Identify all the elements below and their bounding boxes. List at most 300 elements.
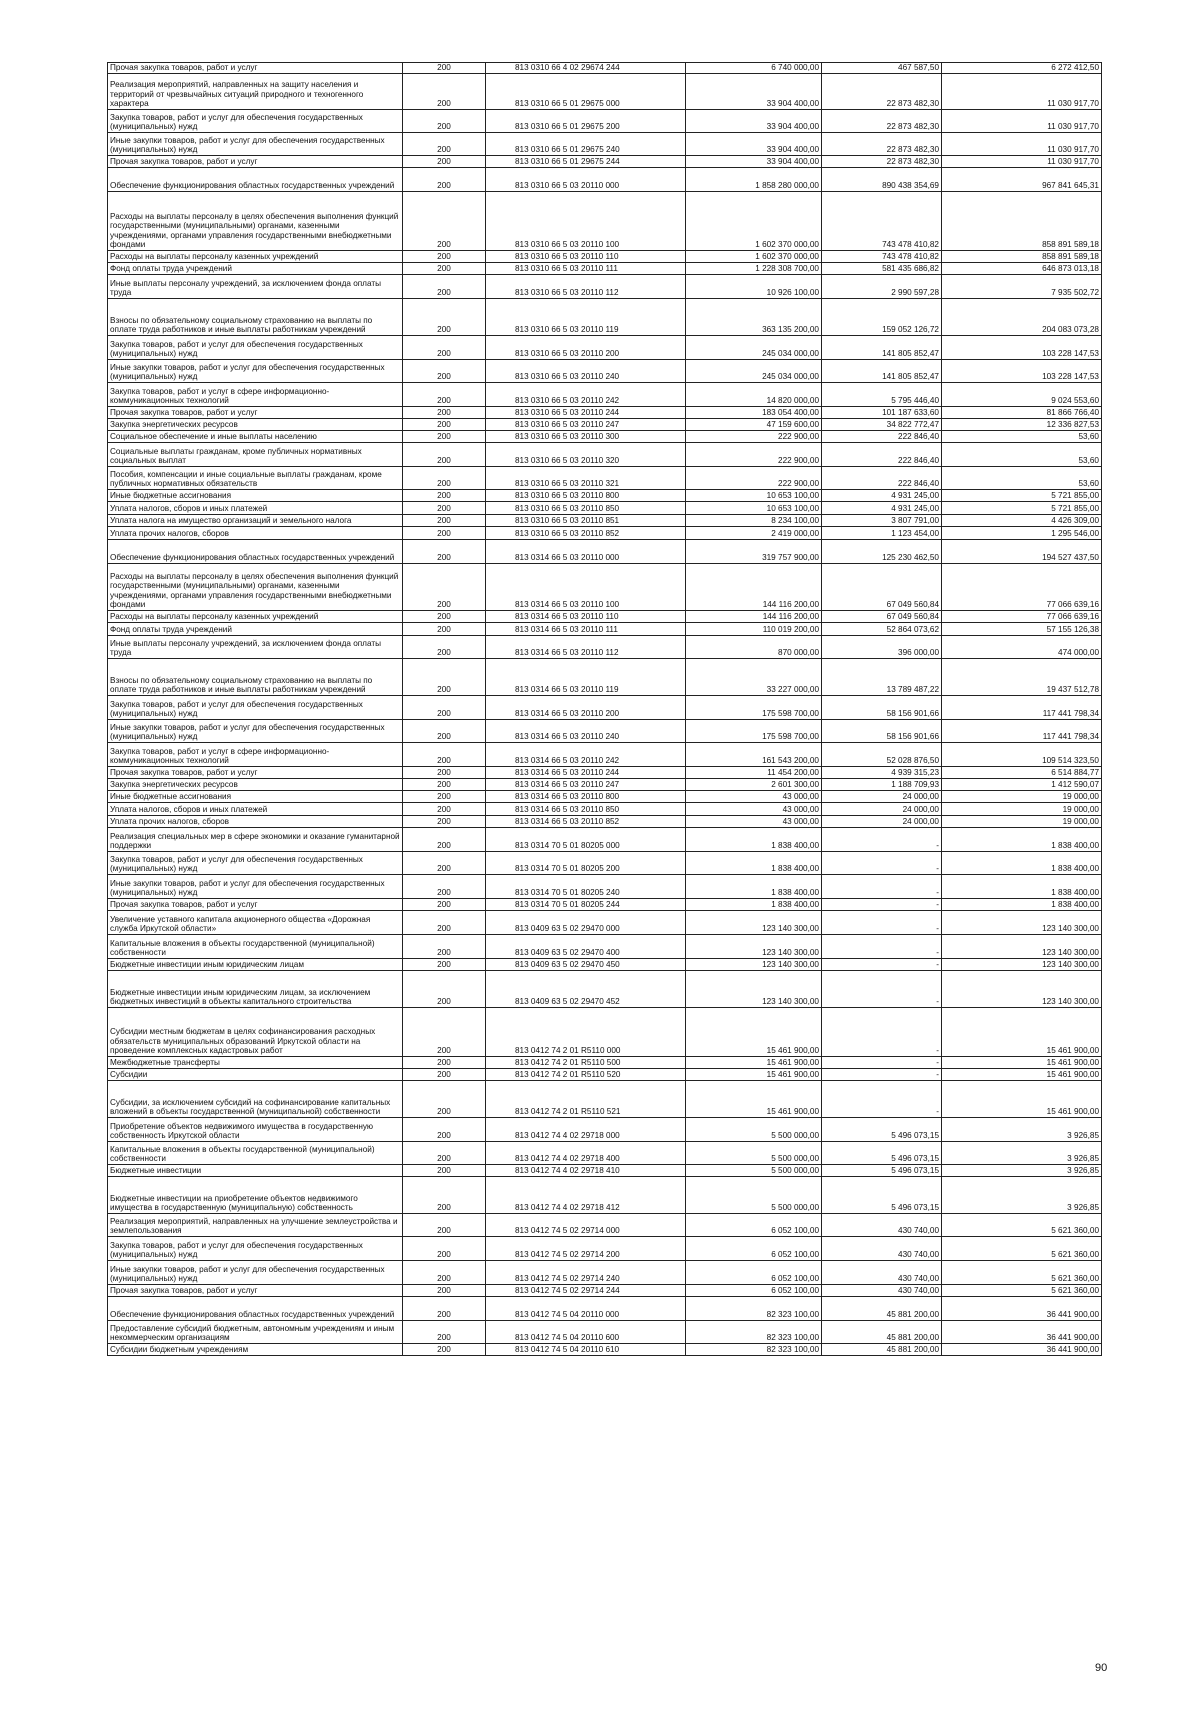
row-name: Реализация мероприятий, направленных на улучшение землеустройства и землепользования	[108, 1214, 403, 1237]
row-code: 200	[403, 971, 486, 1008]
row-approved-amount: 82 323 100,00	[686, 1297, 822, 1321]
table-row	[108, 133, 1102, 156]
row-executed-amount: 58 156 901,66	[822, 720, 942, 743]
row-kbk-code: 813 0412 74 2 01 R5110 500	[486, 1057, 686, 1069]
row-kbk-code: 813 0310 66 5 03 20110 200	[486, 336, 686, 360]
row-executed-amount: 24 000,00	[822, 816, 942, 828]
row-kbk-code: 813 0314 66 5 03 20110 852	[486, 816, 686, 828]
table-row	[108, 1081, 1102, 1118]
row-name: Закупка товаров, работ и услуг для обеспечения государственных (муниципальных) нужд	[108, 696, 403, 720]
row-kbk-code: 813 0314 66 5 03 20110 244	[486, 767, 686, 779]
row-approved-amount: 33 904 400,00	[686, 133, 822, 156]
table-row	[108, 1118, 1102, 1142]
row-approved-amount: 43 000,00	[686, 803, 822, 816]
row-approved-amount: 5 500 000,00	[686, 1142, 822, 1165]
row-kbk-code: 813 0310 66 4 02 29674 244	[486, 63, 686, 74]
table-row	[108, 419, 1102, 431]
row-approved-amount: 222 900,00	[686, 431, 822, 443]
row-code: 200	[403, 336, 486, 360]
table-row	[108, 1261, 1102, 1285]
row-unexecuted-amount: 36 441 900,00	[942, 1321, 1102, 1344]
row-code: 200	[403, 515, 486, 527]
row-name: Расходы на выплаты персоналу в целях обеспечения выполнения функций государственными (муниципальными) органами, казенными учреждениями, органами управления государственными внебюджетными фондами	[108, 192, 403, 251]
row-unexecuted-amount: 5 621 360,00	[942, 1285, 1102, 1297]
row-code: 200	[403, 467, 486, 490]
table-row	[108, 971, 1102, 1008]
row-kbk-code: 813 0310 66 5 03 20110 320	[486, 443, 686, 467]
row-code: 200	[403, 899, 486, 911]
row-approved-amount: 6 052 100,00	[686, 1237, 822, 1261]
table-row	[108, 527, 1102, 540]
row-approved-amount: 144 116 200,00	[686, 564, 822, 611]
row-name: Субсидии бюджетным учреждениям	[108, 1344, 403, 1356]
row-name: Обеспечение функционирования областных государственных учреждений	[108, 168, 403, 192]
row-kbk-code: 813 0314 70 5 01 80205 240	[486, 875, 686, 899]
row-executed-amount: -	[822, 911, 942, 935]
row-executed-amount: 22 873 482,30	[822, 74, 942, 110]
row-code: 200	[403, 275, 486, 299]
row-executed-amount: 13 789 487,22	[822, 659, 942, 696]
row-executed-amount: 141 805 852,47	[822, 360, 942, 383]
table-row	[108, 275, 1102, 299]
table-row	[108, 263, 1102, 275]
row-kbk-code: 813 0310 66 5 03 20110 242	[486, 383, 686, 407]
row-code: 200	[403, 911, 486, 935]
row-unexecuted-amount: 5 621 360,00	[942, 1214, 1102, 1237]
row-code: 200	[403, 263, 486, 275]
row-name: Взносы по обязательному социальному страхованию на выплаты по оплате труда работников и иные выплаты работникам учреждений	[108, 659, 403, 696]
table-row	[108, 875, 1102, 899]
row-executed-amount: 5 496 073,15	[822, 1177, 942, 1214]
row-executed-amount: -	[822, 971, 942, 1008]
row-executed-amount: 430 740,00	[822, 1214, 942, 1237]
row-name: Капитальные вложения в объекты государственной (муниципальной) собственности	[108, 935, 403, 959]
row-executed-amount: 467 587,50	[822, 63, 942, 74]
row-kbk-code: 813 0314 66 5 03 20110 240	[486, 720, 686, 743]
row-kbk-code: 813 0310 66 5 03 20110 112	[486, 275, 686, 299]
row-approved-amount: 6 052 100,00	[686, 1261, 822, 1285]
row-approved-amount: 110 019 200,00	[686, 623, 822, 636]
row-executed-amount: 4 939 315,23	[822, 767, 942, 779]
row-code: 200	[403, 1069, 486, 1081]
row-code: 200	[403, 540, 486, 564]
row-code: 200	[403, 63, 486, 74]
row-name: Приобретение объектов недвижимого имущества в государственную собственность Иркутской области	[108, 1118, 403, 1142]
row-executed-amount: 2 990 597,28	[822, 275, 942, 299]
table-row	[108, 803, 1102, 816]
row-code: 200	[403, 803, 486, 816]
row-approved-amount: 123 140 300,00	[686, 959, 822, 971]
row-executed-amount: 22 873 482,30	[822, 156, 942, 168]
row-name: Иные закупки товаров, работ и услуг для обеспечения государственных (муниципальных) нужд	[108, 720, 403, 743]
row-name: Иные закупки товаров, работ и услуг для обеспечения государственных (муниципальных) нужд	[108, 360, 403, 383]
row-unexecuted-amount: 15 461 900,00	[942, 1008, 1102, 1057]
row-kbk-code: 813 0412 74 5 02 29714 244	[486, 1285, 686, 1297]
row-unexecuted-amount: 77 066 639,16	[942, 564, 1102, 611]
table-row	[108, 502, 1102, 515]
row-name: Прочая закупка товаров, работ и услуг	[108, 407, 403, 419]
row-unexecuted-amount: 19 000,00	[942, 791, 1102, 803]
row-name: Уплата налога на имущество организаций и земельного налога	[108, 515, 403, 527]
row-name: Закупка товаров, работ и услуг в сфере информационно-коммуникационных технологий	[108, 743, 403, 767]
row-code: 200	[403, 1118, 486, 1142]
row-executed-amount: 52 864 073,62	[822, 623, 942, 636]
table-row	[108, 852, 1102, 875]
row-kbk-code: 813 0412 74 4 02 29718 412	[486, 1177, 686, 1214]
row-approved-amount: 245 034 000,00	[686, 336, 822, 360]
table-row	[108, 959, 1102, 971]
row-executed-amount: 58 156 901,66	[822, 696, 942, 720]
table-row	[108, 1285, 1102, 1297]
row-executed-amount: -	[822, 1008, 942, 1057]
table-row	[108, 1237, 1102, 1261]
row-name: Закупка товаров, работ и услуг для обеспечения государственных (муниципальных) нужд	[108, 336, 403, 360]
table-row	[108, 1057, 1102, 1069]
row-unexecuted-amount: 1 412 590,07	[942, 779, 1102, 791]
table-row	[108, 490, 1102, 502]
row-unexecuted-amount: 11 030 917,70	[942, 74, 1102, 110]
row-executed-amount: 52 028 876,50	[822, 743, 942, 767]
row-executed-amount: -	[822, 1081, 942, 1118]
table-row	[108, 1297, 1102, 1321]
row-code: 200	[403, 852, 486, 875]
row-approved-amount: 33 904 400,00	[686, 156, 822, 168]
row-code: 200	[403, 743, 486, 767]
row-kbk-code: 813 0314 66 5 03 20110 800	[486, 791, 686, 803]
row-approved-amount: 1 838 400,00	[686, 875, 822, 899]
table-row	[108, 431, 1102, 443]
row-executed-amount: -	[822, 899, 942, 911]
row-approved-amount: 123 140 300,00	[686, 911, 822, 935]
row-code: 200	[403, 251, 486, 263]
row-code: 200	[403, 959, 486, 971]
row-kbk-code: 813 0310 66 5 03 20110 244	[486, 407, 686, 419]
row-executed-amount: 222 846,40	[822, 431, 942, 443]
row-name: Социальные выплаты гражданам, кроме публичных нормативных социальных выплат	[108, 443, 403, 467]
row-executed-amount: 4 931 245,00	[822, 490, 942, 502]
row-approved-amount: 15 461 900,00	[686, 1081, 822, 1118]
row-unexecuted-amount: 1 295 546,00	[942, 527, 1102, 540]
row-unexecuted-amount: 6 514 884,77	[942, 767, 1102, 779]
row-unexecuted-amount: 474 000,00	[942, 636, 1102, 659]
row-executed-amount: 141 805 852,47	[822, 336, 942, 360]
table-row	[108, 1165, 1102, 1177]
row-unexecuted-amount: 19 437 512,78	[942, 659, 1102, 696]
row-unexecuted-amount: 3 926,85	[942, 1165, 1102, 1177]
table-row	[108, 696, 1102, 720]
row-unexecuted-amount: 858 891 589,18	[942, 192, 1102, 251]
row-name: Иные выплаты персоналу учреждений, за исключением фонда оплаты труда	[108, 275, 403, 299]
row-approved-amount: 82 323 100,00	[686, 1344, 822, 1356]
row-name: Прочая закупка товаров, работ и услуг	[108, 156, 403, 168]
row-code: 200	[403, 419, 486, 431]
row-name: Иные закупки товаров, работ и услуг для обеспечения государственных (муниципальных) нужд	[108, 1261, 403, 1285]
row-name: Прочая закупка товаров, работ и услуг	[108, 1285, 403, 1297]
row-approved-amount: 6 052 100,00	[686, 1214, 822, 1237]
row-code: 200	[403, 659, 486, 696]
row-kbk-code: 813 0412 74 5 04 20110 610	[486, 1344, 686, 1356]
row-kbk-code: 813 0314 66 5 03 20110 850	[486, 803, 686, 816]
row-name: Уплата прочих налогов, сборов	[108, 816, 403, 828]
row-code: 200	[403, 407, 486, 419]
row-unexecuted-amount: 1 838 400,00	[942, 852, 1102, 875]
table-row	[108, 720, 1102, 743]
row-approved-amount: 183 054 400,00	[686, 407, 822, 419]
row-name: Уплата прочих налогов, сборов	[108, 527, 403, 540]
row-executed-amount: -	[822, 875, 942, 899]
row-unexecuted-amount: 1 838 400,00	[942, 875, 1102, 899]
row-code: 200	[403, 1057, 486, 1069]
row-approved-amount: 5 500 000,00	[686, 1177, 822, 1214]
row-unexecuted-amount: 117 441 798,34	[942, 720, 1102, 743]
row-name: Предоставление субсидий бюджетным, автономным учреждениям и иным некоммерческим организациям	[108, 1321, 403, 1344]
table-row	[108, 791, 1102, 803]
row-unexecuted-amount: 204 083 073,28	[942, 299, 1102, 336]
table-row	[108, 623, 1102, 636]
row-approved-amount: 82 323 100,00	[686, 1321, 822, 1344]
row-executed-amount: 396 000,00	[822, 636, 942, 659]
row-code: 200	[403, 443, 486, 467]
table-body	[108, 63, 1102, 1356]
row-executed-amount: -	[822, 1069, 942, 1081]
row-code: 200	[403, 1142, 486, 1165]
row-kbk-code: 813 0412 74 5 02 29714 000	[486, 1214, 686, 1237]
row-approved-amount: 11 454 200,00	[686, 767, 822, 779]
row-executed-amount: 743 478 410,82	[822, 192, 942, 251]
row-approved-amount: 175 598 700,00	[686, 696, 822, 720]
row-code: 200	[403, 1008, 486, 1057]
row-name: Прочая закупка товаров, работ и услуг	[108, 767, 403, 779]
row-code: 200	[403, 696, 486, 720]
row-unexecuted-amount: 5 721 855,00	[942, 490, 1102, 502]
row-kbk-code: 813 0314 70 5 01 80205 244	[486, 899, 686, 911]
table-row	[108, 336, 1102, 360]
row-kbk-code: 813 0412 74 4 02 29718 400	[486, 1142, 686, 1165]
row-executed-amount: 890 438 354,69	[822, 168, 942, 192]
row-unexecuted-amount: 858 891 589,18	[942, 251, 1102, 263]
row-executed-amount: 1 123 454,00	[822, 527, 942, 540]
row-code: 200	[403, 720, 486, 743]
row-kbk-code: 813 0314 66 5 03 20110 242	[486, 743, 686, 767]
table-row	[108, 659, 1102, 696]
row-code: 200	[403, 623, 486, 636]
row-kbk-code: 813 0314 66 5 03 20110 111	[486, 623, 686, 636]
row-unexecuted-amount: 12 336 827,53	[942, 419, 1102, 431]
row-executed-amount: 159 052 126,72	[822, 299, 942, 336]
row-name: Расходы на выплаты персоналу в целях обеспечения выполнения функций государственными (муниципальными) органами, казенными учреждениями, органами управления государственными внебюджетными фондами	[108, 564, 403, 611]
row-executed-amount: 45 881 200,00	[822, 1344, 942, 1356]
row-approved-amount: 144 116 200,00	[686, 611, 822, 623]
table-row	[108, 1142, 1102, 1165]
budget-execution-table	[107, 62, 1102, 1356]
row-kbk-code: 813 0412 74 2 01 R5110 520	[486, 1069, 686, 1081]
row-name: Расходы на выплаты персоналу казенных учреждений	[108, 251, 403, 263]
row-approved-amount: 15 461 900,00	[686, 1057, 822, 1069]
row-unexecuted-amount: 11 030 917,70	[942, 156, 1102, 168]
row-kbk-code: 813 0310 66 5 01 29675 240	[486, 133, 686, 156]
row-executed-amount: 222 846,40	[822, 443, 942, 467]
row-executed-amount: -	[822, 959, 942, 971]
row-unexecuted-amount: 19 000,00	[942, 803, 1102, 816]
row-code: 200	[403, 383, 486, 407]
page-number: 90	[1095, 1662, 1108, 1674]
row-unexecuted-amount: 117 441 798,34	[942, 696, 1102, 720]
row-approved-amount: 1 838 400,00	[686, 852, 822, 875]
row-name: Реализация специальных мер в сфере экономики и оказание гуманитарной поддержки	[108, 828, 403, 852]
row-approved-amount: 6 052 100,00	[686, 1285, 822, 1297]
row-approved-amount: 222 900,00	[686, 443, 822, 467]
table-row	[108, 1008, 1102, 1057]
table-row	[108, 1214, 1102, 1237]
row-unexecuted-amount: 53,60	[942, 431, 1102, 443]
row-kbk-code: 813 0412 74 4 02 29718 410	[486, 1165, 686, 1177]
row-kbk-code: 813 0314 66 5 03 20110 200	[486, 696, 686, 720]
row-executed-amount: 430 740,00	[822, 1237, 942, 1261]
row-approved-amount: 8 234 100,00	[686, 515, 822, 527]
row-approved-amount: 5 500 000,00	[686, 1165, 822, 1177]
row-code: 200	[403, 1321, 486, 1344]
row-name: Бюджетные инвестиции	[108, 1165, 403, 1177]
row-approved-amount: 33 904 400,00	[686, 110, 822, 133]
row-executed-amount: 4 931 245,00	[822, 502, 942, 515]
row-kbk-code: 813 0310 66 5 03 20110 111	[486, 263, 686, 275]
row-unexecuted-amount: 11 030 917,70	[942, 110, 1102, 133]
row-code: 200	[403, 1165, 486, 1177]
row-name: Реализация мероприятий, направленных на защиту населения и территорий от чрезвычайных ситуаций природного и техногенного характера	[108, 74, 403, 110]
row-executed-amount: 125 230 462,50	[822, 540, 942, 564]
row-kbk-code: 813 0314 70 5 01 80205 200	[486, 852, 686, 875]
table-row	[108, 935, 1102, 959]
row-code: 200	[403, 935, 486, 959]
row-kbk-code: 813 0310 66 5 03 20110 240	[486, 360, 686, 383]
row-code: 200	[403, 1344, 486, 1356]
row-name: Уплата налогов, сборов и иных платежей	[108, 803, 403, 816]
table-row	[108, 767, 1102, 779]
row-executed-amount: 1 188 709,93	[822, 779, 942, 791]
row-kbk-code: 813 0310 66 5 03 20110 110	[486, 251, 686, 263]
row-approved-amount: 123 140 300,00	[686, 971, 822, 1008]
row-unexecuted-amount: 123 140 300,00	[942, 959, 1102, 971]
row-approved-amount: 1 228 308 700,00	[686, 263, 822, 275]
row-kbk-code: 813 0314 66 5 03 20110 110	[486, 611, 686, 623]
row-unexecuted-amount: 3 926,85	[942, 1118, 1102, 1142]
row-approved-amount: 1 602 370 000,00	[686, 251, 822, 263]
table-row	[108, 515, 1102, 527]
row-unexecuted-amount: 53,60	[942, 443, 1102, 467]
table-row	[108, 743, 1102, 767]
row-unexecuted-amount: 103 228 147,53	[942, 360, 1102, 383]
row-approved-amount: 2 419 000,00	[686, 527, 822, 540]
row-kbk-code: 813 0310 66 5 03 20110 000	[486, 168, 686, 192]
row-approved-amount: 1 838 400,00	[686, 899, 822, 911]
row-unexecuted-amount: 123 140 300,00	[942, 935, 1102, 959]
table-row	[108, 816, 1102, 828]
row-executed-amount: 67 049 560,84	[822, 611, 942, 623]
row-name: Иные бюджетные ассигнования	[108, 791, 403, 803]
row-code: 200	[403, 828, 486, 852]
row-code: 200	[403, 1214, 486, 1237]
row-name: Прочая закупка товаров, работ и услуг	[108, 899, 403, 911]
table-row	[108, 1177, 1102, 1214]
row-name: Взносы по обязательному социальному страхованию на выплаты по оплате труда работников и иные выплаты работникам учреждений	[108, 299, 403, 336]
row-approved-amount: 175 598 700,00	[686, 720, 822, 743]
row-unexecuted-amount: 194 527 437,50	[942, 540, 1102, 564]
budget-report-sheet	[107, 62, 1101, 1356]
row-code: 200	[403, 767, 486, 779]
row-unexecuted-amount: 57 155 126,38	[942, 623, 1102, 636]
row-unexecuted-amount: 36 441 900,00	[942, 1344, 1102, 1356]
row-kbk-code: 813 0310 66 5 03 20110 300	[486, 431, 686, 443]
row-kbk-code: 813 0412 74 2 01 R5110 521	[486, 1081, 686, 1118]
row-approved-amount: 33 904 400,00	[686, 74, 822, 110]
row-name: Обеспечение функционирования областных государственных учреждений	[108, 1297, 403, 1321]
row-code: 200	[403, 360, 486, 383]
row-executed-amount: -	[822, 852, 942, 875]
row-approved-amount: 245 034 000,00	[686, 360, 822, 383]
row-approved-amount: 2 601 300,00	[686, 779, 822, 791]
row-unexecuted-amount: 6 272 412,50	[942, 63, 1102, 74]
row-kbk-code: 813 0310 66 5 03 20110 800	[486, 490, 686, 502]
row-unexecuted-amount: 5 621 360,00	[942, 1261, 1102, 1285]
row-code: 200	[403, 156, 486, 168]
row-approved-amount: 161 543 200,00	[686, 743, 822, 767]
row-code: 200	[403, 1177, 486, 1214]
row-kbk-code: 813 0412 74 5 02 29714 240	[486, 1261, 686, 1285]
row-name: Пособия, компенсации и иные социальные выплаты гражданам, кроме публичных нормативных обязательств	[108, 467, 403, 490]
row-unexecuted-amount: 967 841 645,31	[942, 168, 1102, 192]
row-kbk-code: 813 0412 74 5 04 20110 000	[486, 1297, 686, 1321]
table-row	[108, 63, 1102, 74]
row-kbk-code: 813 0412 74 4 02 29718 000	[486, 1118, 686, 1142]
row-kbk-code: 813 0409 63 5 02 29470 000	[486, 911, 686, 935]
table-row	[108, 360, 1102, 383]
table-row	[108, 168, 1102, 192]
row-name: Межбюджетные трансферты	[108, 1057, 403, 1069]
row-executed-amount: 67 049 560,84	[822, 564, 942, 611]
table-row	[108, 1069, 1102, 1081]
table-row	[108, 383, 1102, 407]
row-kbk-code: 813 0409 63 5 02 29470 450	[486, 959, 686, 971]
row-name: Субсидии	[108, 1069, 403, 1081]
row-code: 200	[403, 1261, 486, 1285]
row-kbk-code: 813 0310 66 5 03 20110 851	[486, 515, 686, 527]
row-name: Социальное обеспечение и иные выплаты населению	[108, 431, 403, 443]
row-unexecuted-amount: 53,60	[942, 467, 1102, 490]
row-unexecuted-amount: 1 838 400,00	[942, 899, 1102, 911]
row-code: 200	[403, 611, 486, 623]
row-approved-amount: 43 000,00	[686, 816, 822, 828]
table-row	[108, 611, 1102, 623]
table-row	[108, 779, 1102, 791]
row-kbk-code: 813 0310 66 5 03 20110 247	[486, 419, 686, 431]
row-approved-amount: 1 858 280 000,00	[686, 168, 822, 192]
row-unexecuted-amount: 1 838 400,00	[942, 828, 1102, 852]
row-executed-amount: 34 822 772,47	[822, 419, 942, 431]
row-approved-amount: 363 135 200,00	[686, 299, 822, 336]
row-code: 200	[403, 564, 486, 611]
table-row	[108, 407, 1102, 419]
row-executed-amount: 24 000,00	[822, 791, 942, 803]
row-approved-amount: 1 602 370 000,00	[686, 192, 822, 251]
row-name: Бюджетные инвестиции иным юридическим лицам	[108, 959, 403, 971]
row-name: Закупка энергетических ресурсов	[108, 779, 403, 791]
row-code: 200	[403, 636, 486, 659]
row-approved-amount: 10 653 100,00	[686, 490, 822, 502]
row-unexecuted-amount: 15 461 900,00	[942, 1081, 1102, 1118]
row-kbk-code: 813 0310 66 5 01 29675 244	[486, 156, 686, 168]
row-name: Субсидии, за исключением субсидий на софинансирование капитальных вложений в объекты государственной (муниципальной) собственности	[108, 1081, 403, 1118]
row-unexecuted-amount: 109 514 323,50	[942, 743, 1102, 767]
